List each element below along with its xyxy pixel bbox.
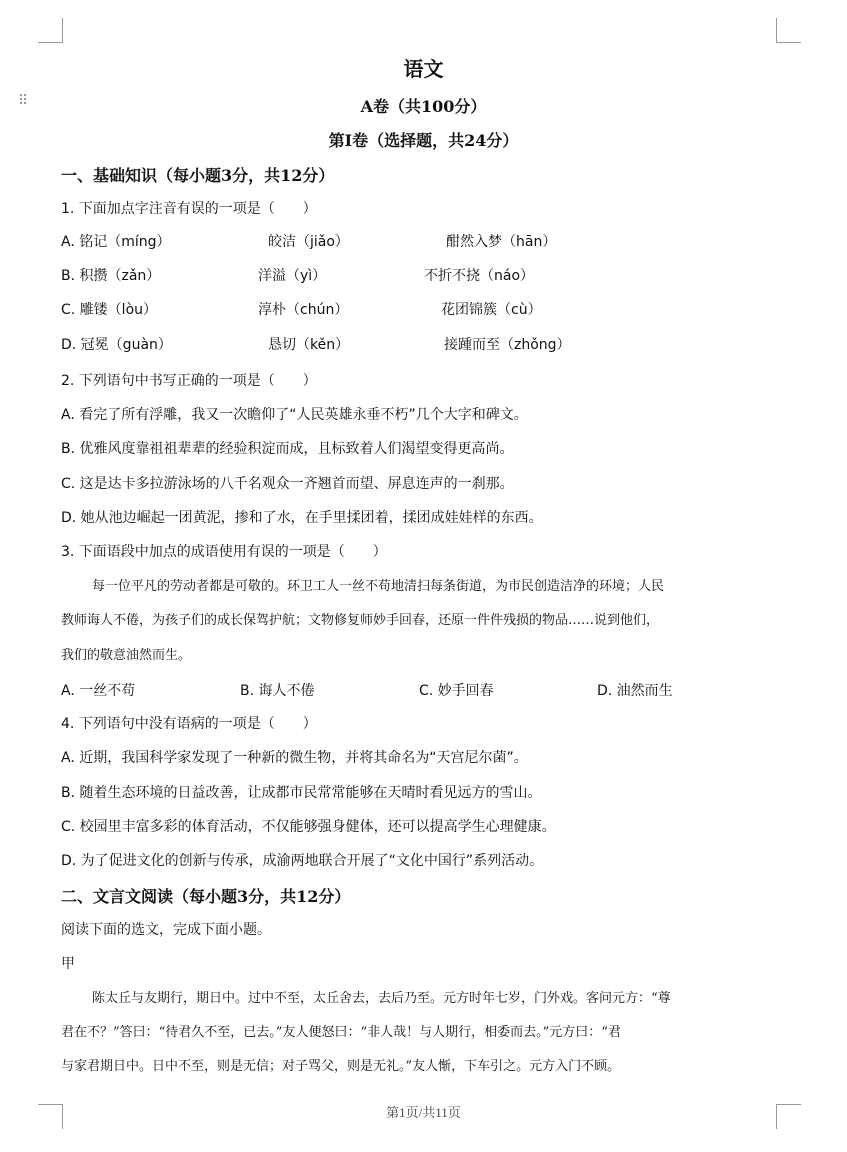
q1-a-2: 皎洁（jiǎo） [268,234,349,250]
q2-option-c: C. 这是达卡多拉游泳场的八千名观众一齐翘首而望、屏息连声的一刹那。 [61,476,514,492]
q3-option-c: C. 妙手回春 [419,683,494,699]
crop-mark-top-left [38,18,63,43]
crop-mark-top-right [776,18,801,43]
q3-passage-line-1: 每一位平凡的劳动者都是可敬的。环卫工人一丝不苟地清扫每条街道，为市民创造洁净的环境；人民 [92,579,665,594]
q3-stem: 3. 下面语段中加点的成语使用有误的一项是（ ） [61,544,387,560]
passage-label-jia: 甲 [61,956,75,972]
q4-stem: 4. 下列语句中没有语病的一项是（ ） [61,716,317,732]
q3-passage-line-2: 教师诲人不倦，为孩子们的成长保驾护航；文物修复师妙手回春，还原一件件残损的物品……说到他们， [61,613,660,628]
q3-passage-line-3: 我们的敬意油然而生。 [61,648,192,663]
q1-c-2: 淳朴（chún） [258,302,349,318]
jia-passage-line-3: 与家君期日中。日中不至，则是无信；对子骂父，则是无礼。”友人惭，下车引之。元方入门不顾。 [61,1059,621,1074]
page-title: 语文 [403,57,444,81]
q1-b-1: B. 积攒（zǎn） [61,268,161,284]
subtitle-a: A卷（共100分） [360,97,487,116]
q1-stem: 1. 下面加点字注音有误的一项是（ ） [61,201,317,217]
q3-option-a: A. 一丝不苟 [61,683,136,699]
jia-passage-line-2: 君在不？”答曰：“待君久不至，已去。”友人便怒曰：“非人哉！与人期行，相委而去。”元方曰：“君 [61,1025,621,1040]
q1-a-3: 酣然入梦（hān） [446,234,557,250]
q2-option-a: A. 看完了所有浮雕，我又一次瞻仰了“人民英雄永垂不朽”几个大字和碑文。 [61,407,528,423]
q4-option-c: C. 校园里丰富多彩的体育活动，不仅能够强身健体，还可以提高学生心理健康。 [61,819,556,835]
drag-handle-icon[interactable]: ⠿ [18,93,30,109]
section-2-heading: 二、文言文阅读（每小题3分，共12分） [61,887,351,906]
q1-d-1: D. 冠冕（guàn） [61,337,172,353]
q1-d-2: 恳切（kěn） [268,337,350,353]
subtitle-b: 第Ⅰ卷（选择题，共24分） [328,131,519,150]
page-number: 第1页/共11页 [386,1105,461,1120]
q1-b-3: 不折不挠（náo） [424,268,535,284]
q4-option-d: D. 为了促进文化的创新与传承，成渝两地联合开展了“文化中国行”系列活动。 [61,853,544,869]
q4-option-b: B. 随着生态环境的日益改善，让成都市民常常能够在天晴时看见远方的雪山。 [61,785,542,801]
q1-b-2: 洋溢（yì） [258,268,327,284]
q3-option-b: B. 诲人不倦 [240,683,315,699]
q3-option-d: D. 油然而生 [597,683,673,699]
q1-d-3: 接踵而至（zhǒng） [444,337,571,353]
jia-passage-line-1: 陈太丘与友期行，期日中。过中不至，太丘舍去，去后乃至。元方时年七岁，门外戏。客问元方：“尊 [92,991,671,1006]
q2-stem: 2. 下列语句中书写正确的一项是（ ） [61,373,317,389]
q2-option-b: B. 优雅风度靠祖祖辈辈的经验积淀而成，且标致着人们渴望变得更高尚。 [61,441,514,457]
q1-c-3: 花团锦簇（cù） [441,302,542,318]
q1-c-1: C. 雕镂（lòu） [61,302,158,318]
section-1-heading: 一、基础知识（每小题3分，共12分） [61,166,335,185]
q2-option-d: D. 她从池边崛起一团黄泥，掺和了水，在手里揉团着，揉团成娃娃样的东西。 [61,510,543,526]
reading-intro: 阅读下面的选文，完成下面小题。 [61,922,271,938]
q1-a-1: A. 铭记（míng） [61,234,171,250]
q4-option-a: A. 近期，我国科学家发现了一种新的微生物，并将其命名为“天宫尼尔菌”。 [61,750,528,766]
